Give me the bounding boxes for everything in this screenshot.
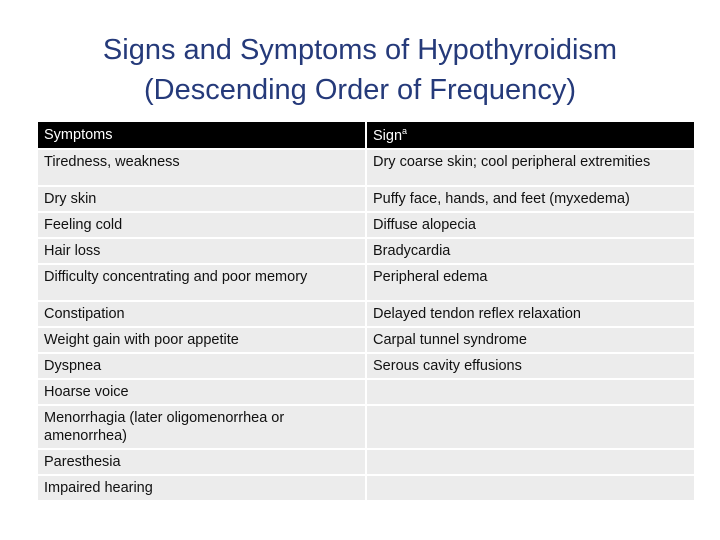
symptom-cell: Dry skin bbox=[38, 185, 367, 211]
sign-cell bbox=[367, 474, 694, 500]
symptom-cell: Feeling cold bbox=[38, 211, 367, 237]
symptom-cell: Hoarse voice bbox=[38, 378, 367, 404]
table-row bbox=[38, 474, 694, 500]
symptom-cell: Paresthesia bbox=[38, 448, 367, 474]
symptom-cell: Difficulty concentrating and poor memory bbox=[38, 263, 367, 300]
table-row bbox=[38, 237, 694, 263]
table-row bbox=[38, 448, 694, 474]
sign-cell bbox=[367, 448, 694, 474]
title-line-2: (Descending Order of Frequency) bbox=[144, 74, 576, 106]
title-line-1: Signs and Symptoms of Hypothyroidism bbox=[102, 34, 618, 66]
symptom-cell: Impaired hearing bbox=[38, 474, 367, 500]
symptom-cell: Hair loss bbox=[38, 237, 367, 263]
table-row bbox=[38, 326, 694, 352]
table-row bbox=[38, 263, 694, 300]
sign-cell: Puffy face, hands, and feet (myxedema) bbox=[367, 185, 694, 211]
table-row bbox=[38, 148, 694, 185]
table-row bbox=[38, 211, 694, 237]
table-row bbox=[38, 378, 694, 404]
symptoms-signs-table bbox=[38, 122, 694, 500]
slide-title bbox=[0, 30, 720, 110]
symptom-cell: Dyspnea bbox=[38, 352, 367, 378]
sign-cell: Peripheral edema bbox=[367, 263, 694, 300]
header-signs bbox=[367, 122, 694, 148]
symptom-cell: Constipation bbox=[38, 300, 367, 326]
sign-cell: Delayed tendon reflex relaxation bbox=[367, 300, 694, 326]
sign-cell: Diffuse alopecia bbox=[367, 211, 694, 237]
sign-cell: Dry coarse skin; cool peripheral extremities bbox=[367, 148, 694, 185]
sign-cell bbox=[367, 404, 694, 448]
table-row bbox=[38, 352, 694, 378]
symptom-cell: Menorrhagia (later oligomenorrhea or amenorrhea) bbox=[38, 404, 367, 448]
header-signs-footnote-marker: a bbox=[402, 126, 408, 137]
sign-cell: Bradycardia bbox=[367, 237, 694, 263]
table-row bbox=[38, 404, 694, 448]
header-symptoms: Symptoms bbox=[38, 122, 367, 148]
sign-cell: Carpal tunnel syndrome bbox=[367, 326, 694, 352]
table-header-row bbox=[38, 122, 694, 148]
table-row bbox=[38, 185, 694, 211]
sign-cell bbox=[367, 378, 694, 404]
symptom-cell: Weight gain with poor appetite bbox=[38, 326, 367, 352]
symptom-cell: Tiredness, weakness bbox=[38, 148, 367, 185]
sign-cell: Serous cavity effusions bbox=[367, 352, 694, 378]
table-row bbox=[38, 300, 694, 326]
header-signs-label: Sign bbox=[373, 127, 403, 144]
